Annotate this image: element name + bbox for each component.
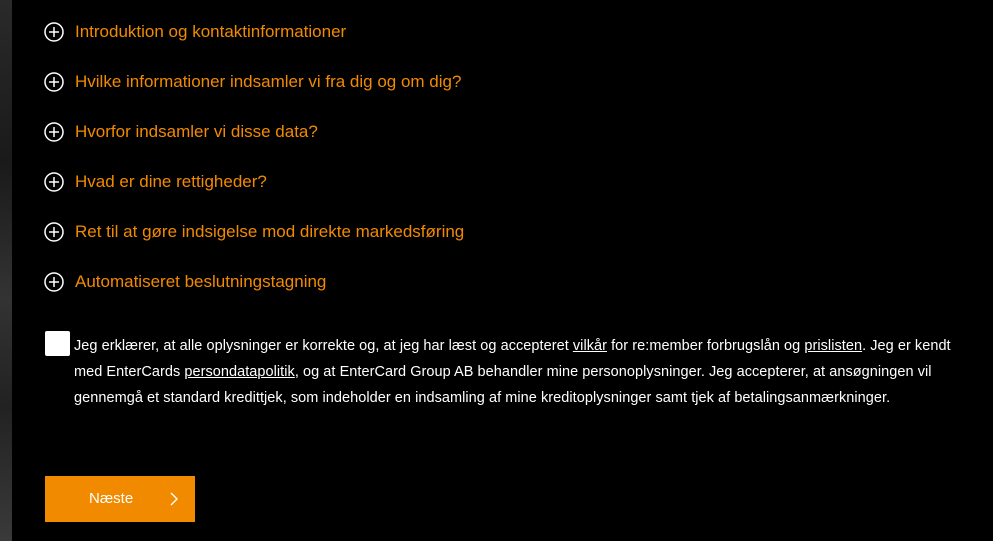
accordion-item-rights[interactable]: [44, 170, 944, 194]
consent-text-part: . Jeg er kendt med EnterCards: [74, 338, 951, 380]
chevron-right-icon: [169, 491, 179, 507]
privacy-accordion: [44, 20, 944, 320]
consent-text-part: , og at EnterCard Group AB behandler mine personoplysninger. Jeg accepterer, at ansøgningen vil gennemgå et standard kredittjek, som indeholder en indsamling af mine kreditoplysninger samt tjek af betalingsanmærkninger.: [74, 364, 932, 406]
plus-circle-icon: [44, 172, 64, 192]
accordion-item-label: Introduktion og kontaktinformationer: [75, 22, 347, 41]
accordion-item-automated-decisions[interactable]: [44, 270, 944, 294]
plus-circle-icon: [44, 222, 64, 242]
privacy-policy-link[interactable]: persondatapolitik: [184, 364, 295, 380]
consent-text-part: for re:member forbrugslån og: [607, 338, 805, 354]
accordion-item-collected-information[interactable]: [44, 70, 944, 94]
accordion-item-label: Hvorfor indsamler vi disse data?: [75, 122, 318, 141]
accordion-item-label: Hvad er dine rettigheder?: [75, 172, 267, 191]
accordion-item-direct-marketing[interactable]: [44, 220, 944, 244]
price-list-link[interactable]: prislisten: [804, 338, 863, 354]
next-button-label: Næste: [89, 490, 134, 507]
terms-link[interactable]: vilkår: [572, 338, 608, 354]
next-button[interactable]: [45, 476, 195, 522]
consent-checkbox[interactable]: [45, 331, 70, 356]
accordion-item-label: Hvilke informationer indsamler vi fra dig og om dig?: [75, 72, 462, 91]
accordion-item-label: Ret til at gøre indsigelse mod direkte markedsføring: [75, 222, 465, 241]
consent-text-part: Jeg erklærer, at alle oplysninger er korrekte og, at jeg har læst og accepteret: [74, 338, 573, 354]
plus-circle-icon: [44, 22, 64, 42]
accordion-item-label: Automatiseret beslutningstagning: [75, 272, 327, 291]
background-texture: [0, 0, 12, 541]
consent-text: [74, 333, 969, 411]
plus-circle-icon: [44, 72, 64, 92]
plus-circle-icon: [44, 272, 64, 292]
plus-circle-icon: [44, 122, 64, 142]
accordion-item-introduction[interactable]: [44, 20, 944, 44]
accordion-item-why-collect[interactable]: [44, 120, 944, 144]
